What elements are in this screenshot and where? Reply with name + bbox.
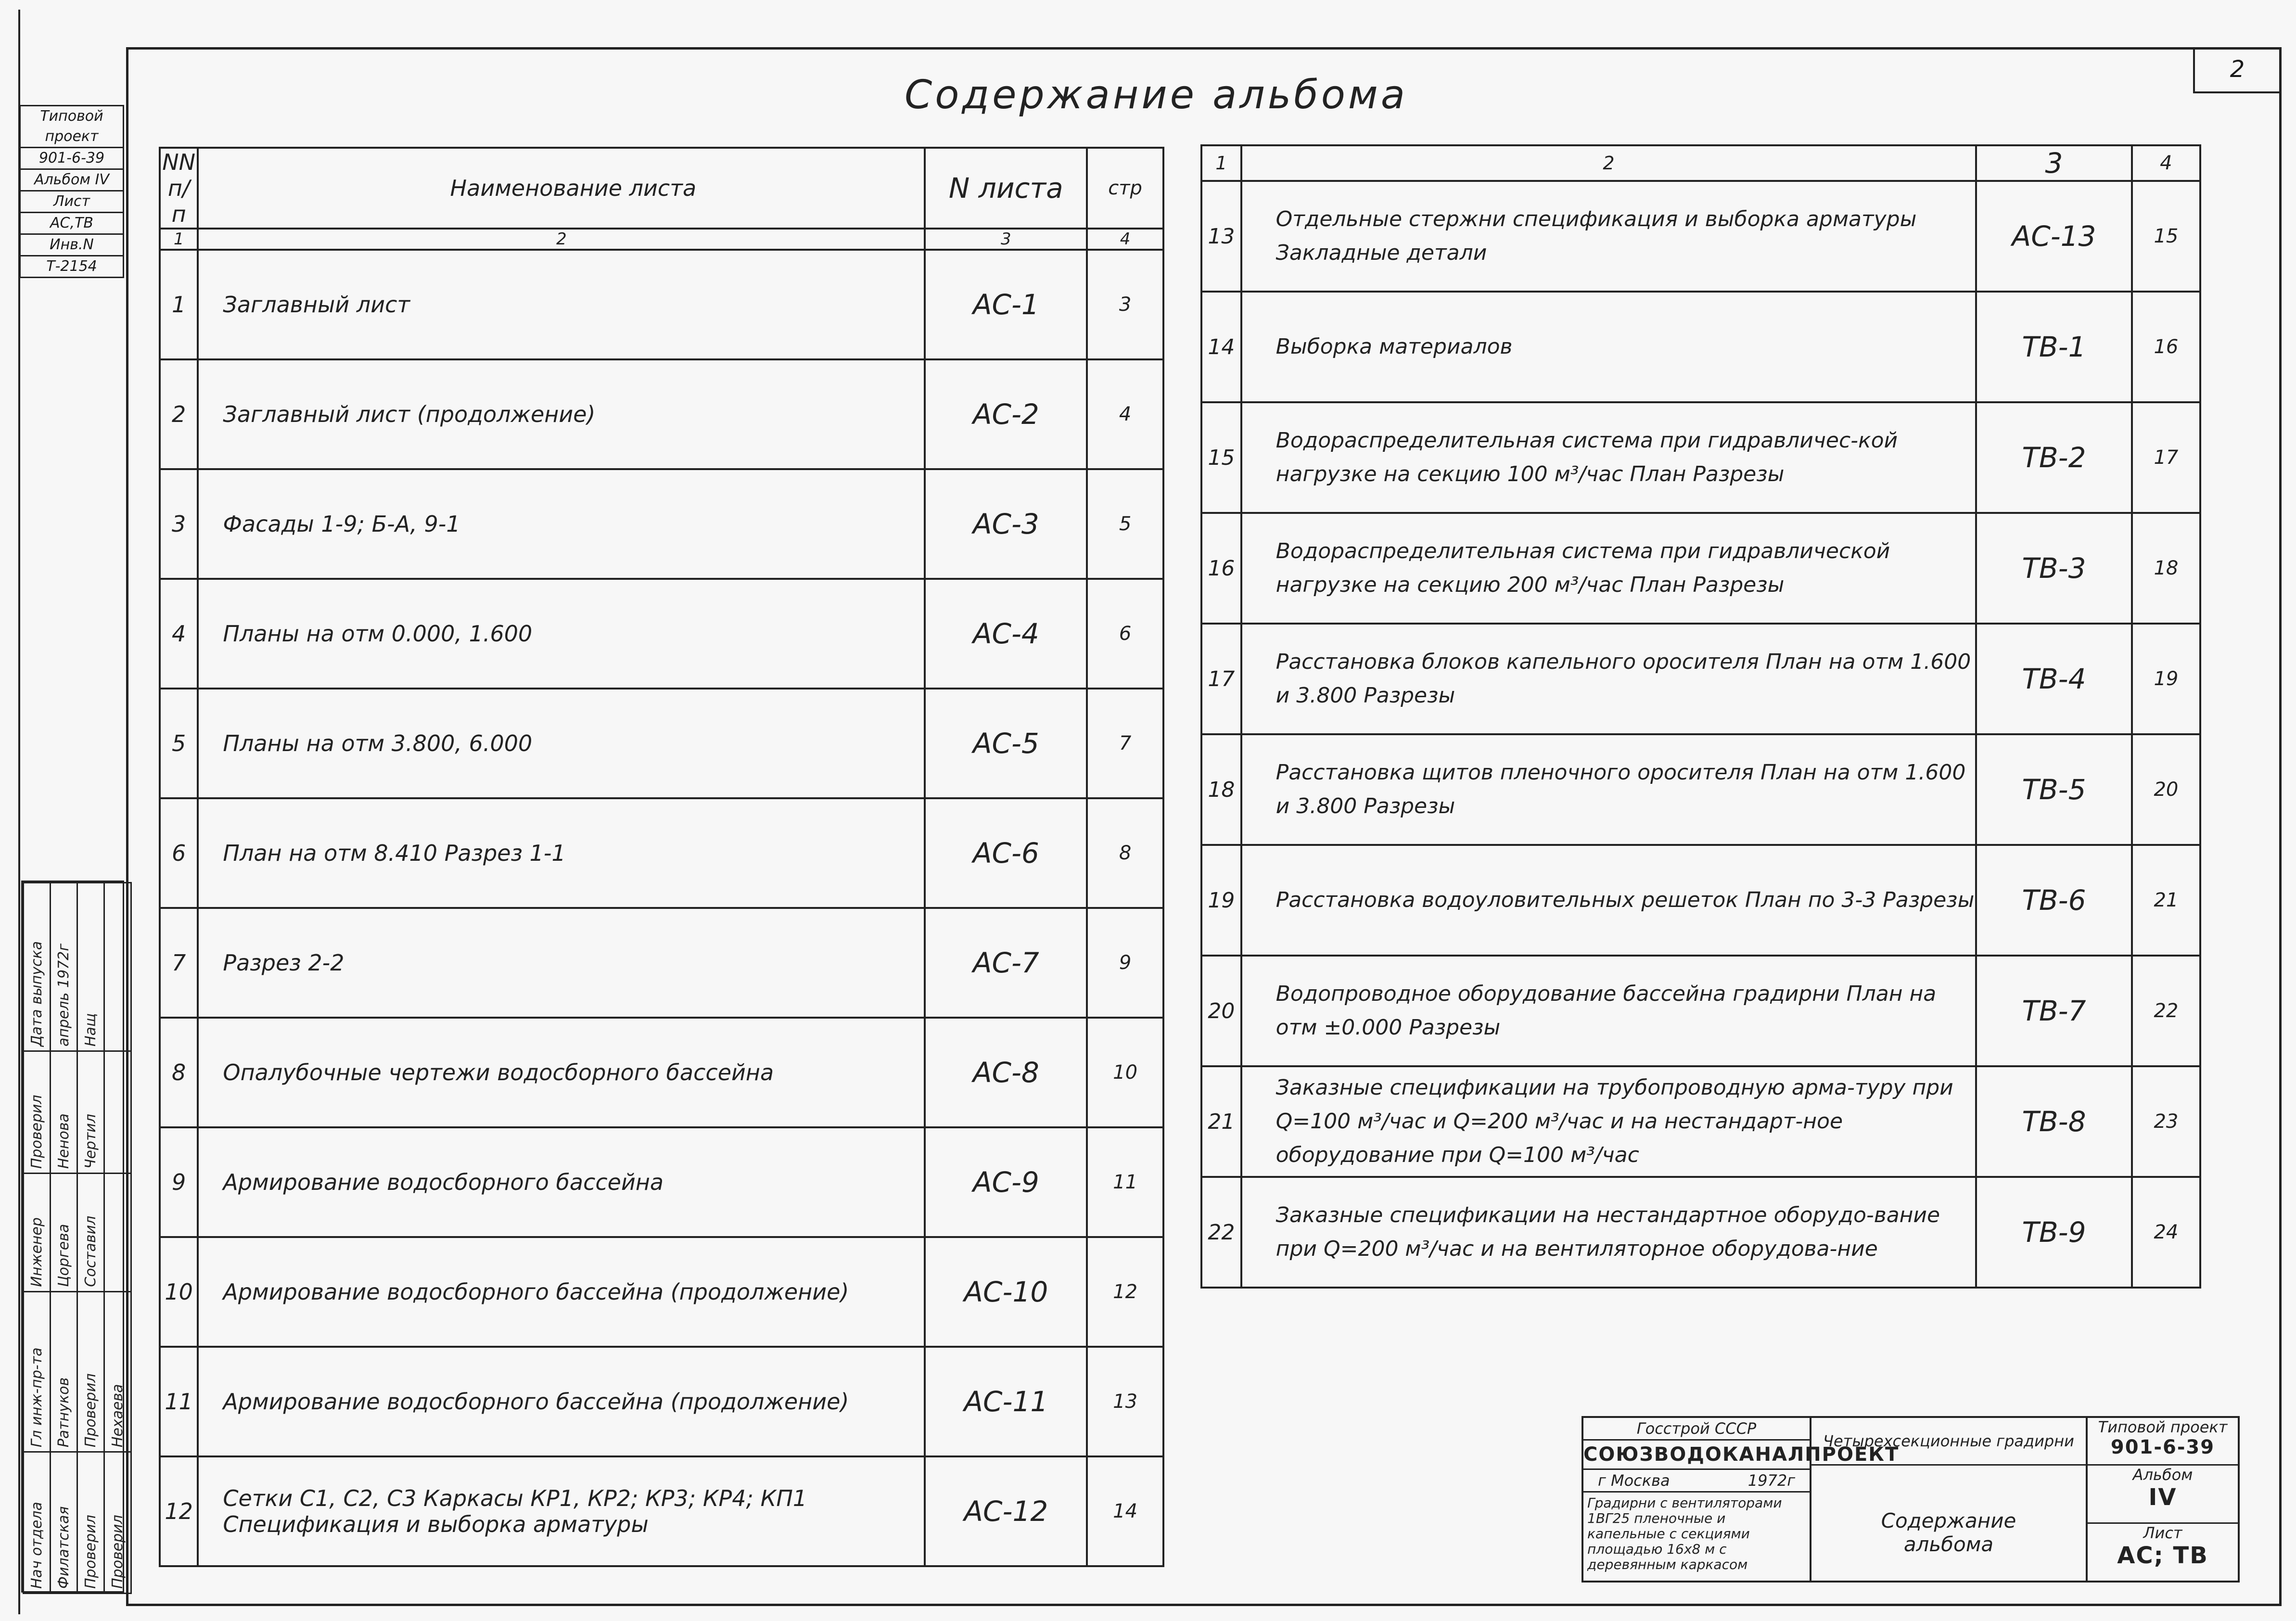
table-row	[160, 1456, 1163, 1566]
stamp-line: АС,ТВ	[21, 213, 123, 235]
page-number-cell: 19	[2132, 624, 2200, 734]
sheet-name: Заказные спецификации на трубопроводную арма-туру при Q=100 м³/час и Q=200 м³/час и на нестандарт-ное оборудование при Q=100 м³/час	[1241, 1066, 1977, 1177]
project-stamp	[19, 105, 124, 278]
sheet-name: Расстановка щитов пленочного оросителя План на отм 1.600 и 3.800 Разрезы	[1241, 734, 1977, 845]
sheet-name: Армирование водосборного бассейна (продолжение)	[198, 1347, 925, 1456]
contents-table-left	[159, 147, 1164, 1567]
org-name: СОЮЗВОДОКАНАЛПРОЕКТ	[1583, 1441, 1810, 1470]
row-number: 21	[1201, 1066, 1241, 1177]
row-number: 17	[1201, 624, 1241, 734]
sheet-name: Сетки С1, С2, С3 Каркасы КР1, КР2; КР3; КР4; КП1 Спецификация и выборка арматуры	[198, 1456, 925, 1566]
sheet-code: АС-9	[925, 1127, 1087, 1237]
table-row	[1201, 513, 2200, 624]
row-number: 12	[160, 1456, 198, 1566]
sheet-name: Заглавный лист	[198, 250, 925, 359]
page-number-cell: 16	[2132, 292, 2200, 402]
sheet-code: АС-4	[925, 579, 1087, 689]
row-number: 19	[1201, 845, 1241, 956]
row-number: 14	[1201, 292, 1241, 402]
row-number: 20	[1201, 956, 1241, 1066]
page-number-cell: 5	[1087, 469, 1163, 579]
approval-role: Инженер	[24, 1174, 51, 1292]
sheet-name: Водораспределительная система при гидравлической нагрузке на секцию 200 м³/час План Разрезы	[1241, 513, 1977, 624]
table-row	[1201, 734, 2200, 845]
stamp-line: Лист	[21, 191, 123, 213]
page-number-cell: 20	[2132, 734, 2200, 845]
page-number: 2	[2193, 47, 2280, 93]
title-block	[1582, 1416, 2240, 1583]
table-row	[1201, 292, 2200, 402]
page-title: Содержание альбома	[905, 72, 1408, 118]
sheet-code: АС-6	[925, 798, 1087, 908]
project-code: 901-6-39	[2110, 1436, 2215, 1458]
sheet-name: Заглавный лист (продолжение)	[198, 359, 925, 469]
row-number: 1	[160, 250, 198, 359]
page-number-cell: 12	[1087, 1237, 1163, 1347]
row-number: 9	[160, 1127, 198, 1237]
approval-role: Гл инж-пр-та	[24, 1291, 51, 1452]
row-number: 10	[160, 1237, 198, 1347]
sheet-name: Расстановка блоков капельного оросителя План на отм 1.600 и 3.800 Разрезы	[1241, 624, 1977, 734]
page-number-cell: 23	[2132, 1066, 2200, 1177]
sheet-code: АС-10	[925, 1237, 1087, 1347]
page-number-cell: 4	[1087, 359, 1163, 469]
page-number-cell: 9	[1087, 908, 1163, 1018]
table-row	[160, 1018, 1163, 1127]
approval-name: Проверил	[104, 1452, 131, 1594]
stamp-line: 901-6-39	[21, 148, 123, 170]
page-number-cell: 10	[1087, 1018, 1163, 1127]
sheet-name: Расстановка водоуловительных решеток План по 3-3 Разрезы	[1241, 845, 1977, 956]
approval-name: Филатская	[51, 1452, 77, 1594]
sheet-name: Армирование водосборного бассейна	[198, 1127, 925, 1237]
row-number: 22	[1201, 1177, 1241, 1288]
approval-role: Чертил	[77, 1051, 104, 1173]
col-index: 3	[1976, 145, 2132, 181]
approval-role: Нач отдела	[24, 1452, 51, 1594]
approval-name: апрель 1972г	[51, 883, 77, 1051]
table-row	[1201, 845, 2200, 956]
table-row	[1201, 1066, 2200, 1177]
col-header-page: стр	[1087, 148, 1163, 229]
sheet-code: АС; ТВ	[2117, 1542, 2208, 1569]
stamp-line: Инв.N	[21, 235, 123, 256]
row-number: 11	[160, 1347, 198, 1456]
sheet-name: План на отм 8.410 Разрез 1-1	[198, 798, 925, 908]
page-number-cell: 11	[1087, 1127, 1163, 1237]
approvals-block	[21, 881, 124, 1593]
sheet-code: АС-7	[925, 908, 1087, 1018]
page-number-cell: 21	[2132, 845, 2200, 956]
sheet-code: ТВ-4	[1976, 624, 2132, 734]
table-row	[160, 1237, 1163, 1347]
approval-role: Проверил	[24, 1051, 51, 1173]
contents-table-right	[1200, 144, 2201, 1289]
approval-role: Проверил	[77, 1291, 104, 1452]
sheet-code: АС-13	[1976, 181, 2132, 292]
col-index: 1	[1201, 145, 1241, 181]
approval-role: Проверил	[77, 1452, 104, 1594]
row-number: 15	[1201, 402, 1241, 513]
table-row	[1201, 402, 2200, 513]
col-header-sheet: N листа	[925, 148, 1087, 229]
sheet-label: Лист	[2143, 1524, 2182, 1542]
col-header-name: Наименование листа	[198, 148, 925, 229]
sheet-code: ТВ-2	[1976, 402, 2132, 513]
sheet-code: ТВ-7	[1976, 956, 2132, 1066]
table-row	[160, 798, 1163, 908]
row-number: 4	[160, 579, 198, 689]
page-number-cell: 15	[2132, 181, 2200, 292]
approval-name: Нащ	[77, 883, 104, 1051]
col-index: 1	[160, 229, 198, 250]
table-row	[160, 579, 1163, 689]
row-number: 3	[160, 469, 198, 579]
table-row	[160, 250, 1163, 359]
sheet-code: АС-3	[925, 469, 1087, 579]
page-number-cell: 18	[2132, 513, 2200, 624]
page-number-cell: 17	[2132, 402, 2200, 513]
page-number-cell: 7	[1087, 689, 1163, 798]
sheet-code: АС-8	[925, 1018, 1087, 1127]
approval-name: Цоргева	[51, 1174, 77, 1292]
page-number-cell: 3	[1087, 250, 1163, 359]
page-number-cell: 13	[1087, 1347, 1163, 1456]
sheet-code: ТВ-1	[1976, 292, 2132, 402]
row-number: 2	[160, 359, 198, 469]
page-number-cell: 14	[1087, 1456, 1163, 1566]
sheet-name: Выборка материалов	[1241, 292, 1977, 402]
project-label: Типовой проект	[2098, 1418, 2228, 1436]
table-row	[1201, 1177, 2200, 1288]
row-number: 7	[160, 908, 198, 1018]
stamp-line: Альбом IV	[21, 170, 123, 191]
approval-name: Нехаева	[104, 1291, 131, 1452]
album-label: Альбом	[2132, 1466, 2193, 1484]
year: 1972г	[1748, 1471, 1795, 1490]
sheet-name: Планы на отм 0.000, 1.600	[198, 579, 925, 689]
row-number: 18	[1201, 734, 1241, 845]
table-row	[160, 1347, 1163, 1456]
page-number-cell: 8	[1087, 798, 1163, 908]
sheet-code: АС-1	[925, 250, 1087, 359]
sheet-name: Отдельные стержни спецификация и выборка арматуры Закладные детали	[1241, 181, 1977, 292]
sheet-code: АС-2	[925, 359, 1087, 469]
table-row	[1201, 624, 2200, 734]
album-number: IV	[2148, 1484, 2177, 1511]
sheet-name: Водопроводное оборудование бассейна градирни План на отм ±0.000 Разрезы	[1241, 956, 1977, 1066]
row-number: 8	[160, 1018, 198, 1127]
approval-role: Составил	[77, 1174, 104, 1292]
sheet-name: Фасады 1-9; Б-А, 9-1	[198, 469, 925, 579]
sheet-name: Заказные спецификации на нестандартное оборудо-вание при Q=200 м³/час и на вентиляторное оборудова-ние	[1241, 1177, 1977, 1288]
sheet-code: АС-12	[925, 1456, 1087, 1566]
approval-name: Ненова	[51, 1051, 77, 1173]
table-row	[160, 908, 1163, 1018]
row-number: 5	[160, 689, 198, 798]
row-number: 13	[1201, 181, 1241, 292]
sheet-code: АС-11	[925, 1347, 1087, 1456]
sheet-name: Разрез 2-2	[198, 908, 925, 1018]
row-number: 16	[1201, 513, 1241, 624]
col-header-num: NN п/п	[160, 148, 198, 229]
col-index: 2	[198, 229, 925, 250]
table-row	[1201, 181, 2200, 292]
approval-name: Ратнуков	[51, 1291, 77, 1452]
table-row	[1201, 956, 2200, 1066]
approval-role: Дата выпуска	[24, 883, 51, 1051]
project-description: Градирни с вентиляторами 1ВГ25 пленочные и капельные с секциями площадью 16х8 м с деревянным каркасом	[1587, 1495, 1782, 1572]
stamp-line: Типовой проект	[21, 106, 123, 148]
page-number-cell: 6	[1087, 579, 1163, 689]
col-index: 4	[2132, 145, 2200, 181]
col-index: 3	[925, 229, 1087, 250]
sheet-code: ТВ-3	[1976, 513, 2132, 624]
sheet-code: ТВ-5	[1976, 734, 2132, 845]
table-row	[160, 469, 1163, 579]
col-index: 4	[1087, 229, 1163, 250]
sheet-code: ТВ-9	[1976, 1177, 2132, 1288]
sheet-name: Водораспределительная система при гидравличес-кой нагрузке на секцию 100 м³/час План Разрезы	[1241, 402, 1977, 513]
table-row	[160, 689, 1163, 798]
page-number-cell: 24	[2132, 1177, 2200, 1288]
object-name: Четырехсекционные градирни	[1811, 1418, 2086, 1466]
sheet-name: Армирование водосборного бассейна (продолжение)	[198, 1237, 925, 1347]
sheet-name: Планы на отм 3.800, 6.000	[198, 689, 925, 798]
col-index: 2	[1241, 145, 1977, 181]
table-row	[160, 359, 1163, 469]
city: г Москва	[1598, 1471, 1670, 1490]
org-top: Госстрой СССР	[1583, 1418, 1810, 1441]
sheet-name: Опалубочные чертежи водосборного бассейна	[198, 1018, 925, 1127]
table-row	[160, 1127, 1163, 1237]
stamp-line: Т-2154	[46, 258, 97, 275]
sheet-code: АС-5	[925, 689, 1087, 798]
row-number: 6	[160, 798, 198, 908]
page-number-cell: 22	[2132, 956, 2200, 1066]
sheet-code: ТВ-8	[1976, 1066, 2132, 1177]
sheet-code: ТВ-6	[1976, 845, 2132, 956]
sheet-title: Содержание альбома	[1881, 1509, 2016, 1556]
